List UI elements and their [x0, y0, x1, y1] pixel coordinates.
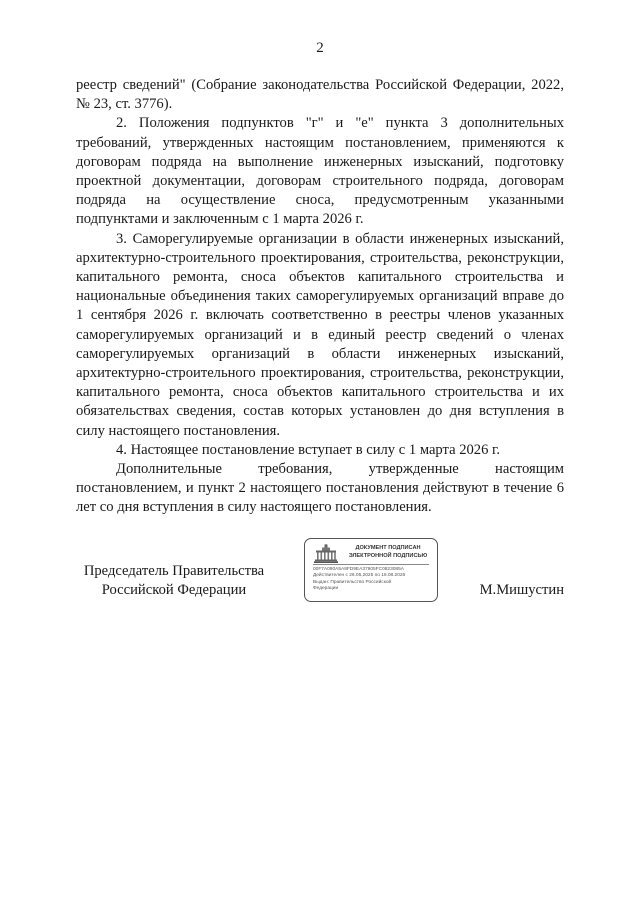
stamp-valid-period: Действителен с 26.05.2025 по 19.08.2026	[313, 573, 406, 579]
signature-block	[76, 538, 564, 608]
stamp-details	[313, 567, 435, 593]
paragraph-clause-2: 2. Положения подпунктов "г" и "е" пункта 3 дополнительных требований, утвержденных настоящим постановлением, применяются к договорам подряда на выполнение инженерных изысканий, подготовку проектной документации, договорам строительного подряда, договорам подряда на осуществление сноса, предусмотренным указанными подпунктами и заключенным с 1 марта 2026 г.	[76, 115, 564, 228]
stamp-title-line-2: ЭЛЕКТРОННОЙ ПОДПИСЬЮ	[348, 552, 428, 559]
signer-title-line-2: Российской Федерации	[101, 582, 247, 599]
document-body	[76, 76, 564, 518]
signer-title	[76, 562, 272, 600]
signer-title-line-1: Председатель Правительства	[83, 563, 265, 579]
electronic-signature-stamp	[304, 538, 438, 602]
paragraph-1-continuation: реестр сведений" (Собрание законодательства Российской Федерации, 2022, № 23, ст. 3776).	[76, 77, 564, 113]
paragraph-clause-3: 3. Саморегулируемые организации в области инженерных изысканий, архитектурно-строительного проектирования, строительства, реконструкции, капитального ремонта, сноса объектов капитального строительства и национальные объединения таких саморегулируемых организаций вправе до 1 сентября 2026 г. включать соответственно в реестры членов указанных саморегулируемых организаций и в единый реестр сведений о членах саморегулируемых организаций в области инженерных изысканий, архитектурно-строительного проектирования, строительства, реконструкции, капитального ремонта, сноса объектов капитального строительства и их обязательствах сведения, состав которых установлен до дня вступления в силу настоящего постановления.	[76, 230, 564, 439]
paragraph-clause-4: 4. Настоящее постановление вступает в силу с 1 марта 2026 г.	[116, 441, 501, 458]
page-number: 2	[316, 40, 324, 56]
stamp-title	[341, 545, 435, 560]
stamp-certificate-number: 00F7A090A5A8FD9EA37905FC0823085A	[313, 567, 404, 572]
stamp-title-line-1: ДОКУМЕНТ ПОДПИСАН	[355, 545, 421, 551]
government-building-icon	[313, 544, 339, 564]
paragraph-validity-period: Дополнительные требования, утвержденные настоящим постановлением, и пункт 2 настоящего постановления действуют в течение 6 лет со дня вступления в силу настоящего постановления.	[76, 461, 564, 516]
stamp-issuer-line-2: Федерации	[313, 586, 339, 592]
signer-name: М.Мишустин	[479, 582, 564, 598]
stamp-issuer-line-1: Выдан: Правительство Российской	[313, 579, 392, 585]
stamp-divider	[313, 564, 429, 565]
